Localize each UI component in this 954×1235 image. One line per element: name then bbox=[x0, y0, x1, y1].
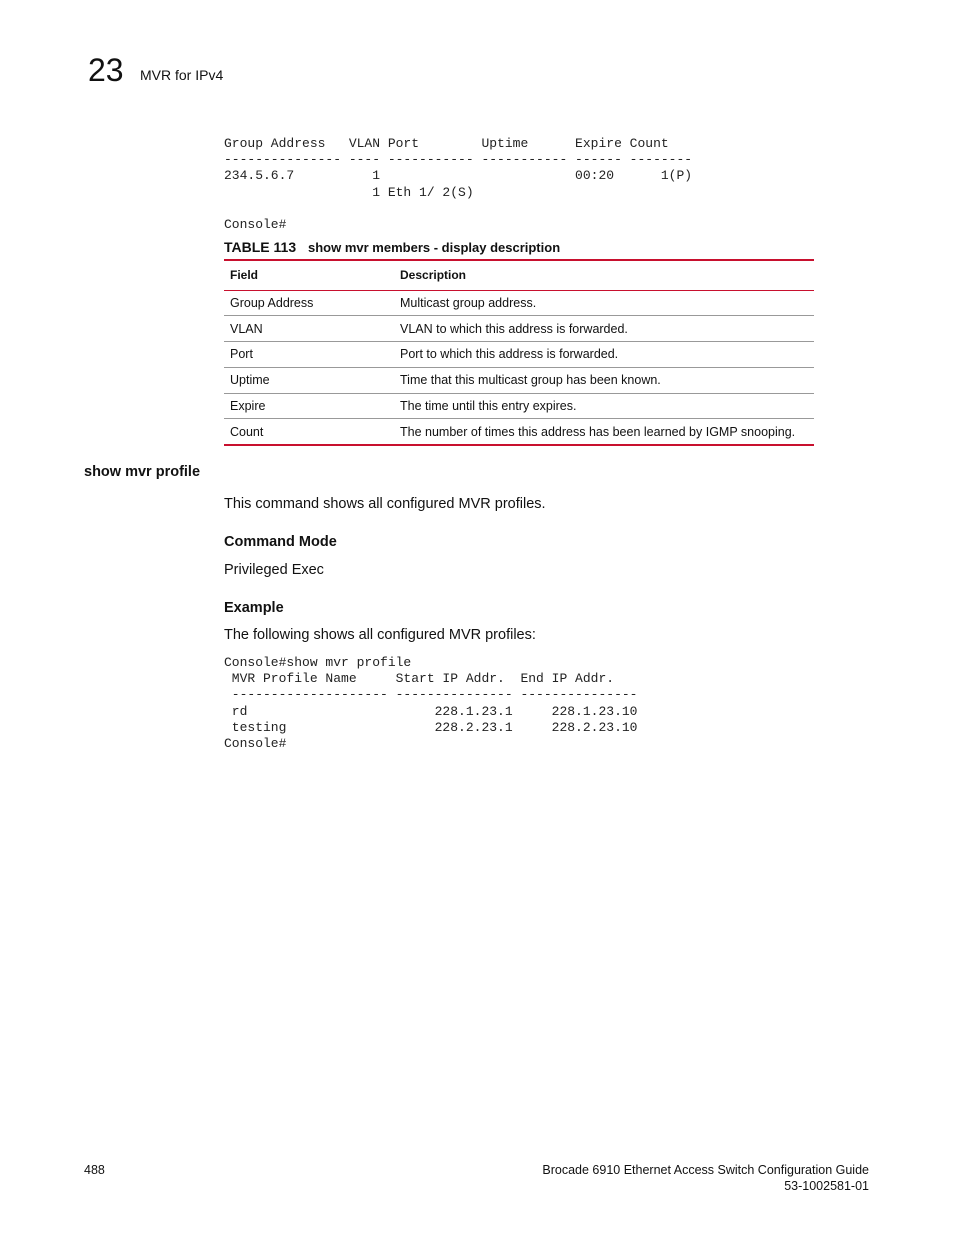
description-cell: The number of times this address has been learned by IGMP snooping. bbox=[400, 424, 796, 439]
description-cell: Time that this multicast group has been known. bbox=[400, 373, 661, 388]
table-row bbox=[224, 367, 814, 393]
column-header-field: Field bbox=[224, 260, 394, 290]
command-mode-heading: Command Mode bbox=[224, 534, 337, 550]
table-row bbox=[224, 393, 814, 419]
example-heading: Example bbox=[224, 600, 284, 616]
section-heading: show mvr profile bbox=[84, 464, 201, 480]
table-header-row bbox=[224, 260, 814, 290]
table-row bbox=[224, 316, 814, 342]
table-row bbox=[224, 342, 814, 368]
chapter-title: MVR for IPv4 bbox=[140, 67, 224, 83]
console-prompt: Console# bbox=[224, 217, 287, 232]
page-number: 488 bbox=[84, 1163, 105, 1177]
description-cell: VLAN to which this address is forwarded. bbox=[400, 321, 628, 336]
footer-doc-title: Brocade 6910 Ethernet Access Switch Configuration Guide bbox=[542, 1163, 869, 1177]
field-cell: VLAN bbox=[230, 321, 263, 336]
command-mode-value: Privileged Exec bbox=[224, 562, 324, 578]
table-row bbox=[224, 290, 814, 316]
field-cell: Count bbox=[230, 424, 264, 439]
description-table bbox=[224, 259, 814, 446]
description-cell: The time until this entry expires. bbox=[400, 399, 577, 414]
field-cell: Group Address bbox=[230, 295, 314, 310]
table-row bbox=[224, 419, 814, 445]
description-cell: Port to which this address is forwarded. bbox=[400, 347, 619, 362]
field-cell: Port bbox=[230, 347, 253, 362]
members-code-block: Group Address VLAN Port Uptime Expire Count --------------- ---- ----------- ----------- ------ -------- 234.5.6.7 1 00:20 1(P) 1 Eth 1/ 2(S) bbox=[224, 136, 693, 200]
table-label: TABLE 113 bbox=[224, 239, 297, 255]
section-description: This command shows all configured MVR profiles. bbox=[224, 496, 546, 512]
description-cell: Multicast group address. bbox=[400, 295, 537, 310]
field-cell: Expire bbox=[230, 399, 266, 414]
footer-doc-number: 53-1002581-01 bbox=[784, 1179, 869, 1193]
field-cell: Uptime bbox=[230, 373, 270, 388]
chapter-number: 23 bbox=[88, 52, 124, 88]
column-header-description: Description bbox=[394, 260, 814, 290]
example-intro: The following shows all configured MVR profiles: bbox=[224, 627, 536, 643]
table-title: show mvr members - display description bbox=[308, 240, 561, 255]
example-code-block: Console#show mvr profile MVR Profile Name Start IP Addr. End IP Addr. -------------------- --------------- --------------- rd 228.1.23.1 228.1.23.10 testing 228.2.23.1 228.2.23.10 Console# bbox=[224, 655, 638, 752]
